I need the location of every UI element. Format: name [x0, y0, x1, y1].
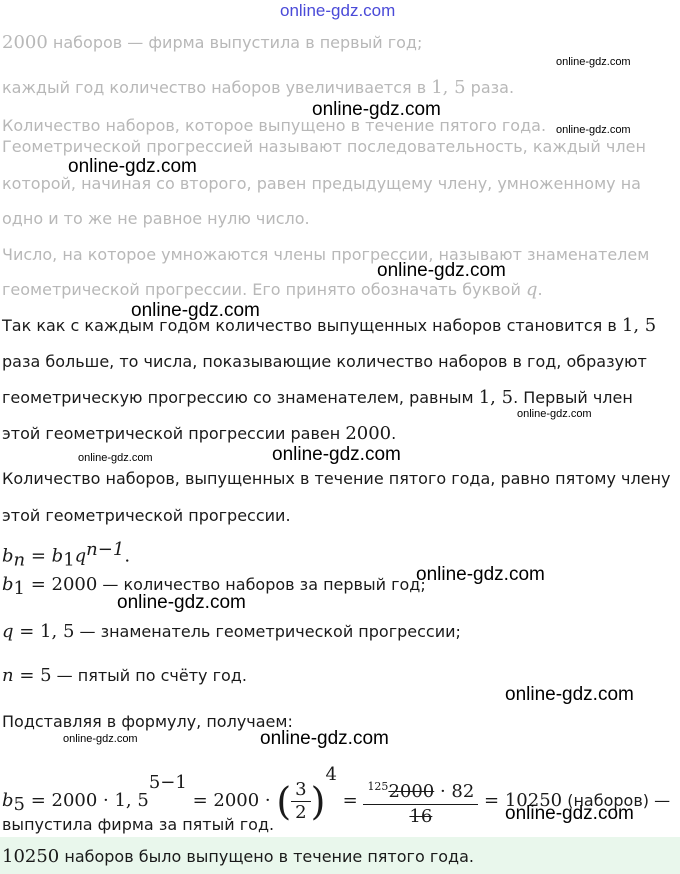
unit: (наборов) —	[562, 791, 671, 810]
variable: b	[2, 545, 14, 567]
formula-general: $b_n = b_1q^{n-1}$.	[2, 539, 131, 571]
variable: q	[2, 621, 14, 642]
site-link[interactable]: online-gdz.com	[280, 1, 396, 20]
solution-line-3	[2, 388, 633, 408]
expression: = 2000 · 1, 5	[24, 790, 149, 811]
text: этой геометрической прогрессии равен	[2, 424, 346, 443]
text: .	[537, 280, 543, 299]
formula-q	[2, 622, 461, 642]
substitution-intro: Подставляя в формулу, получаем:	[2, 712, 293, 731]
condition-line-3: Количество наборов, которое выпущено в течение пятого года.	[2, 116, 547, 135]
variable: b	[2, 574, 14, 595]
number: 1, 5	[431, 77, 466, 98]
numerator	[363, 775, 478, 805]
right-paren: )	[310, 779, 326, 824]
watermark: online-gdz.com	[556, 56, 631, 68]
definition-line-1: Геометрической прогрессией называют последовательность, каждый член	[2, 137, 646, 156]
text: геометрическую прогрессию со знаменателем, равным	[2, 388, 479, 407]
number: 10250	[2, 846, 60, 867]
number: 2000	[345, 423, 392, 444]
definition-line-2: которой, начиная со второго, равен предыдущему члену, умноженному на	[2, 174, 641, 193]
reduced-value: 125	[367, 779, 389, 793]
watermark: online-gdz.com	[272, 444, 401, 465]
number: · 82	[434, 780, 475, 802]
number: 2000	[2, 32, 48, 53]
watermark: online-gdz.com	[377, 260, 506, 281]
numerator: 3	[291, 779, 310, 802]
text: каждый год количество наборов увеличивается в	[2, 78, 432, 97]
watermark: online-gdz.com	[131, 300, 260, 321]
solution-line-2: раза больше, то числа, показывающие количество наборов в год, образуют	[2, 352, 647, 371]
number: = 2000	[24, 574, 98, 595]
expression: = 2000 ·	[186, 790, 277, 811]
solution-line-6: этой геометрической прогрессии.	[2, 506, 291, 525]
solution-line-5: Количество наборов, выпущенных в течение пятого года, равно пятому члену	[2, 469, 671, 488]
watermark: online-gdz.com	[312, 99, 441, 120]
number: 1, 5	[621, 315, 657, 336]
condition-line-2	[2, 78, 514, 98]
solution-line-4	[2, 424, 396, 444]
crossed-denominator: 16	[409, 805, 433, 827]
answer-text	[2, 846, 474, 867]
text: наборов — фирма выпустила в первый год;	[47, 33, 423, 52]
number: 1, 5	[478, 387, 514, 408]
watermark: online-gdz.com	[68, 156, 197, 177]
text: — знаменатель геометрической прогрессии;	[74, 622, 461, 641]
watermark: online-gdz.com	[517, 408, 592, 420]
number: = 5	[13, 665, 52, 686]
watermark: online-gdz.com	[78, 452, 153, 464]
text: — пятый по счёту год.	[51, 666, 247, 685]
text: — количество наборов за первый год;	[97, 575, 426, 594]
subscript: 5	[13, 794, 25, 816]
text: . Первый член	[513, 388, 633, 407]
crossed-number: 2000	[388, 780, 435, 802]
condition-line-1	[2, 33, 422, 53]
answer-box	[0, 837, 680, 874]
variable: b	[2, 790, 14, 811]
watermark: online-gdz.com	[63, 733, 138, 745]
formula-b1: $b_1 = 2000$ — количество наборов за первый год;	[2, 574, 426, 600]
watermark: online-gdz.com	[117, 592, 246, 613]
solution-line-1	[2, 316, 656, 336]
solution-conclusion: выпустила фирма за пятый год.	[2, 815, 275, 834]
text: геометрической прогрессии. Его принято обозначать буквой	[2, 280, 526, 299]
text: .	[391, 424, 397, 443]
number: = 1, 5	[13, 621, 75, 642]
watermark: online-gdz.com	[505, 684, 634, 705]
calculation: $b_5 = 2000 \cdot 1$, $5^{5-1} = 2000$ · ( $\frac{3}{2}$ )$^4$ = $\frac{^{125}2000 \cdot 82}{16}$ = 10250 (наборов) —	[2, 764, 671, 827]
denominator: 2	[295, 802, 307, 823]
left-paren: (	[276, 779, 292, 824]
result: = 10250	[478, 790, 563, 811]
watermark: online-gdz.com	[505, 803, 634, 824]
variable: n	[2, 665, 14, 686]
exponent: 4	[325, 764, 337, 785]
text: раза.	[465, 78, 515, 97]
definition-line-4: Число, на которое умножаются члены прогрессии, называют знаменателем	[2, 245, 650, 264]
watermark: online-gdz.com	[416, 564, 545, 585]
variable: q	[525, 279, 538, 300]
big-fraction	[363, 775, 478, 829]
formula-n	[2, 666, 247, 686]
exponent: 5−1	[148, 772, 187, 793]
watermark: online-gdz.com	[260, 728, 389, 749]
definition-line-5	[2, 280, 543, 300]
definition-line-3: одно и то же не равное нулю число.	[2, 209, 310, 228]
fraction	[291, 779, 310, 824]
text: наборов было выпущено в течение пятого года.	[59, 847, 474, 866]
watermark: online-gdz.com	[556, 124, 631, 136]
text: Так как с каждым годом количество выпущенных наборов становится в	[2, 316, 622, 335]
